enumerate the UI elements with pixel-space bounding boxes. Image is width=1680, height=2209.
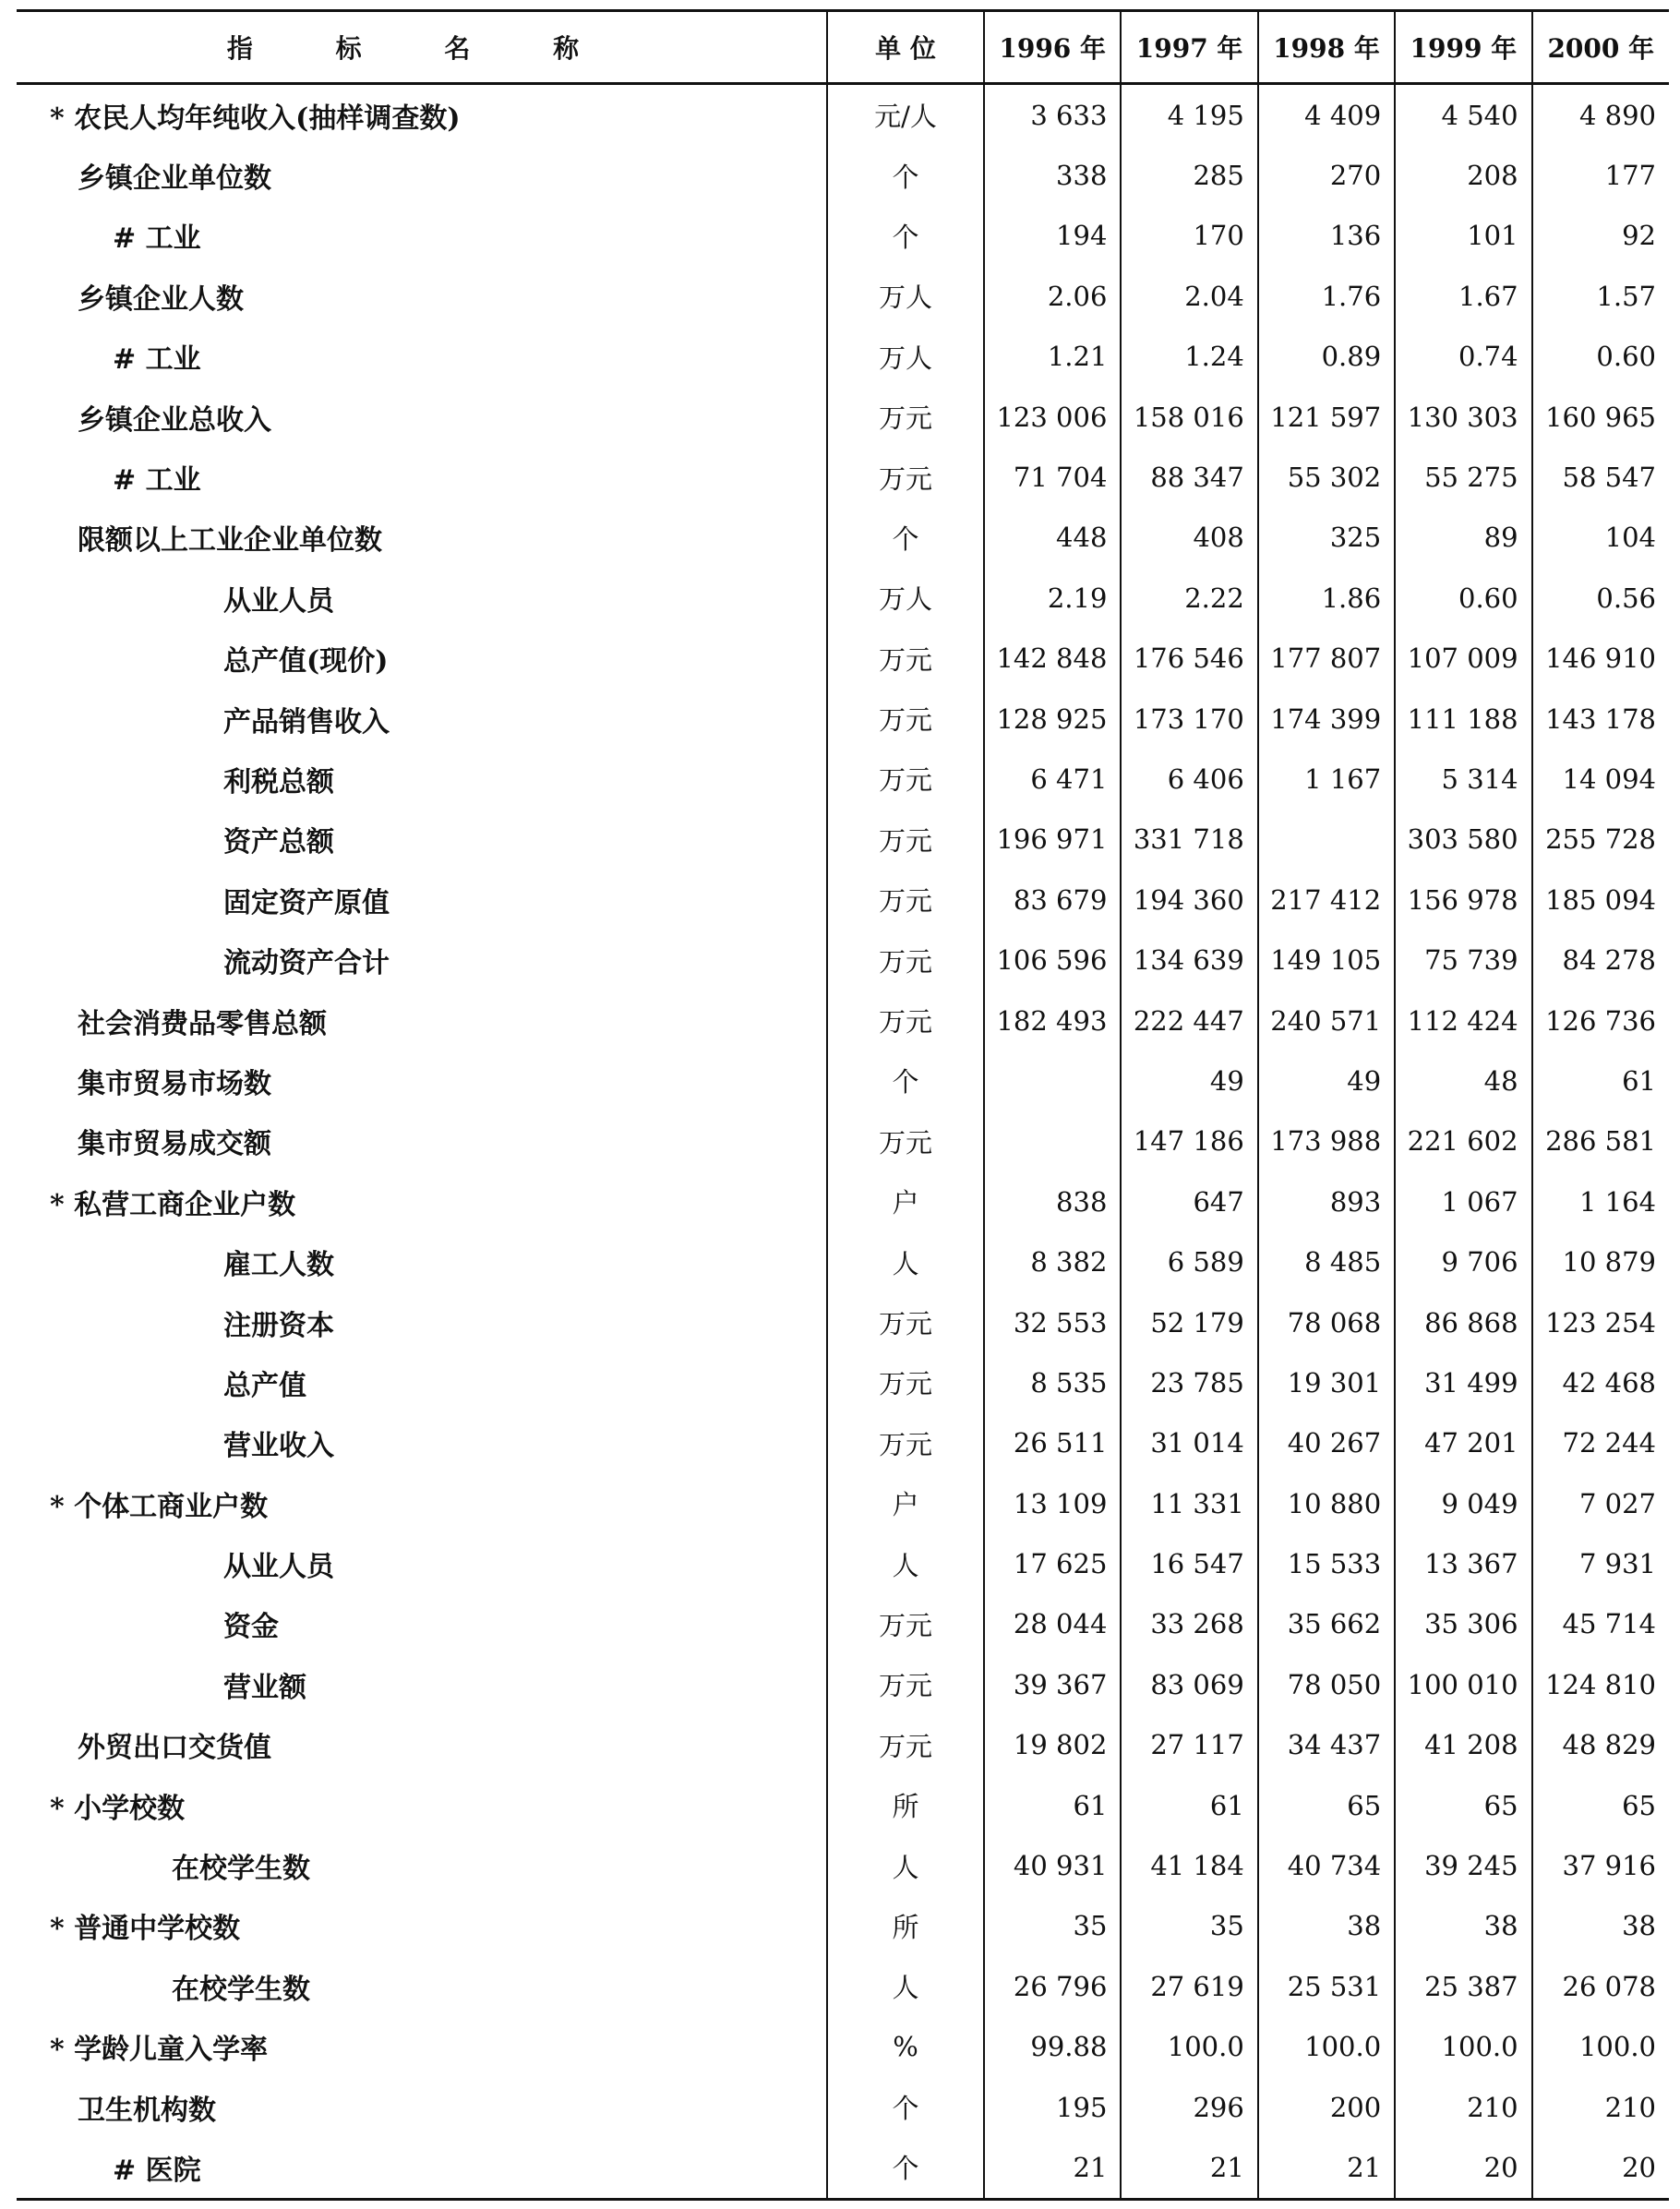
table-row: [17, 568, 1669, 628]
value-cell: 173 170: [1121, 689, 1257, 749]
value-cell: 2.04: [1121, 266, 1257, 326]
value-cell: 128 925: [984, 689, 1121, 749]
value-cell: 49: [1258, 1050, 1395, 1111]
indicator-name: 集市贸易市场数: [78, 1067, 271, 1100]
table-row: [17, 387, 1669, 447]
value-cell: 240 571: [1258, 990, 1395, 1050]
header-indicator-name: 指 标 名 称: [17, 11, 827, 84]
table-row: [17, 1594, 1669, 1654]
value-cell: 142 848: [984, 629, 1121, 689]
indicator-unit: 人: [827, 1231, 984, 1291]
value-cell: 200: [1258, 2077, 1395, 2137]
value-cell: 84 278: [1532, 930, 1669, 990]
indicator-name: # 工业: [113, 464, 201, 498]
indicator-name: # 工业: [113, 222, 201, 256]
indicator-unit: 万元: [827, 749, 984, 809]
value-cell: 8 485: [1258, 1231, 1395, 1291]
value-cell: 1 164: [1532, 1171, 1669, 1231]
value-cell: 174 399: [1258, 689, 1395, 749]
value-cell: 34 437: [1258, 1715, 1395, 1775]
value-cell: 2.06: [984, 266, 1121, 326]
value-cell: 106 596: [984, 930, 1121, 990]
value-cell: 270: [1258, 145, 1395, 205]
value-cell: 9 706: [1395, 1231, 1531, 1291]
value-cell: 0.74: [1395, 327, 1531, 387]
value-cell: 1.86: [1258, 568, 1395, 628]
value-cell: 45 714: [1532, 1594, 1669, 1654]
value-cell: 136: [1258, 206, 1395, 266]
value-cell: 100.0: [1395, 2017, 1531, 2077]
value-cell: 121 597: [1258, 387, 1395, 447]
value-cell: 35: [1121, 1896, 1257, 1956]
value-cell: 130 303: [1395, 387, 1531, 447]
value-cell: 9 049: [1395, 1473, 1531, 1533]
value-cell: 21: [1258, 2137, 1395, 2199]
indicator-unit: 万人: [827, 266, 984, 326]
value-cell: 72 244: [1532, 1413, 1669, 1473]
value-cell: 27 117: [1121, 1715, 1257, 1775]
value-cell: 255 728: [1532, 810, 1669, 870]
value-cell: 112 424: [1395, 990, 1531, 1050]
value-cell: 83 069: [1121, 1654, 1257, 1714]
indicator-unit: 户: [827, 1171, 984, 1231]
value-cell: 13 109: [984, 1473, 1121, 1533]
indicator-unit: 万元: [827, 387, 984, 447]
value-cell: 194 360: [1121, 870, 1257, 930]
value-cell: 23 785: [1121, 1352, 1257, 1412]
table-row: [17, 1835, 1669, 1895]
value-cell: 210: [1532, 2077, 1669, 2137]
value-cell: 38: [1532, 1896, 1669, 1956]
indicator-unit: 所: [827, 1775, 984, 1835]
value-cell: 185 094: [1532, 870, 1669, 930]
indicator-name: 外贸出口交货值: [78, 1732, 271, 1765]
value-cell: 32 553: [984, 1292, 1121, 1352]
table-row: [17, 206, 1669, 266]
indicator-name: 总产值: [223, 1369, 306, 1402]
table-row: [17, 1413, 1669, 1473]
table-row: [17, 749, 1669, 809]
indicator-name: 固定资产原值: [223, 886, 390, 919]
table-row: [17, 266, 1669, 326]
value-cell: 83 679: [984, 870, 1121, 930]
value-cell: 4 409: [1258, 84, 1395, 146]
header-year-1997: 1997 年: [1121, 11, 1257, 84]
value-cell: 4 540: [1395, 84, 1531, 146]
value-cell: 123 254: [1532, 1292, 1669, 1352]
value-cell: 123 006: [984, 387, 1121, 447]
table-row: [17, 1171, 1669, 1231]
table-body: [17, 84, 1669, 2200]
indicator-name: 总产值(现价): [223, 645, 389, 678]
indicator-name: * 普通中学校数: [50, 1913, 241, 1946]
indicator-name: * 学龄儿童入学率: [50, 2034, 269, 2067]
value-cell: 39 245: [1395, 1835, 1531, 1895]
header-year-2000: 2000 年: [1532, 11, 1669, 84]
table-row: [17, 2077, 1669, 2137]
table-row: [17, 689, 1669, 749]
indicator-name: * 农民人均年纯收入(抽样调查数): [50, 102, 461, 135]
indicator-unit: 户: [827, 1473, 984, 1533]
value-cell: 210: [1395, 2077, 1531, 2137]
indicator-unit: 个: [827, 2137, 984, 2199]
indicator-name: 乡镇企业人数: [78, 282, 244, 316]
value-cell: 41 208: [1395, 1715, 1531, 1775]
indicator-name: 从业人员: [223, 584, 334, 618]
value-cell: 35 662: [1258, 1594, 1395, 1654]
value-cell: 303 580: [1395, 810, 1531, 870]
indicator-unit: 个: [827, 145, 984, 205]
table-row: [17, 1231, 1669, 1291]
value-cell: 61: [1121, 1775, 1257, 1835]
indicator-name: 限额以上工业企业单位数: [78, 524, 382, 558]
value-cell: 75 739: [1395, 930, 1531, 990]
value-cell: 78 050: [1258, 1654, 1395, 1714]
value-cell: 38: [1395, 1896, 1531, 1956]
value-cell: 26 078: [1532, 1956, 1669, 2016]
value-cell: 1.57: [1532, 266, 1669, 326]
value-cell: 35: [984, 1896, 1121, 1956]
value-cell: 20: [1532, 2137, 1669, 2199]
table-row: [17, 1050, 1669, 1111]
value-cell: 111 188: [1395, 689, 1531, 749]
value-cell: 21: [984, 2137, 1121, 2199]
table-row: [17, 1533, 1669, 1593]
value-cell: [1258, 810, 1395, 870]
value-cell: 19 301: [1258, 1352, 1395, 1412]
value-cell: 88 347: [1121, 447, 1257, 507]
table-row: [17, 327, 1669, 387]
value-cell: 33 268: [1121, 1594, 1257, 1654]
value-cell: 71 704: [984, 447, 1121, 507]
value-cell: 338: [984, 145, 1121, 205]
value-cell: 146 910: [1532, 629, 1669, 689]
value-cell: 194: [984, 206, 1121, 266]
value-cell: 101: [1395, 206, 1531, 266]
value-cell: 100.0: [1121, 2017, 1257, 2077]
indicator-unit: 万元: [827, 629, 984, 689]
indicator-unit: 万元: [827, 990, 984, 1050]
value-cell: 195: [984, 2077, 1121, 2137]
indicator-unit: 个: [827, 508, 984, 568]
value-cell: 325: [1258, 508, 1395, 568]
value-cell: [984, 1111, 1121, 1171]
statistics-table: [17, 9, 1669, 2201]
table-row: [17, 1473, 1669, 1533]
indicator-unit: 人: [827, 1956, 984, 2016]
value-cell: 26 511: [984, 1413, 1121, 1473]
value-cell: 28 044: [984, 1594, 1121, 1654]
indicator-unit: 万人: [827, 568, 984, 628]
indicator-name: 营业额: [223, 1671, 306, 1704]
value-cell: 286 581: [1532, 1111, 1669, 1171]
value-cell: [984, 1050, 1121, 1111]
value-cell: 893: [1258, 1171, 1395, 1231]
table-row: [17, 810, 1669, 870]
indicator-unit: 个: [827, 206, 984, 266]
value-cell: 89: [1395, 508, 1531, 568]
table-row: [17, 990, 1669, 1050]
value-cell: 107 009: [1395, 629, 1531, 689]
value-cell: 65: [1258, 1775, 1395, 1835]
indicator-unit: 万元: [827, 1715, 984, 1775]
value-cell: 42 468: [1532, 1352, 1669, 1412]
table-row: [17, 1896, 1669, 1956]
table-row: [17, 1715, 1669, 1775]
value-cell: 408: [1121, 508, 1257, 568]
value-cell: 4 890: [1532, 84, 1669, 146]
value-cell: 19 802: [984, 1715, 1121, 1775]
value-cell: 149 105: [1258, 930, 1395, 990]
value-cell: 838: [984, 1171, 1121, 1231]
value-cell: 448: [984, 508, 1121, 568]
value-cell: 48 829: [1532, 1715, 1669, 1775]
header-row: [17, 11, 1669, 84]
value-cell: 1.76: [1258, 266, 1395, 326]
value-cell: 177: [1532, 145, 1669, 205]
value-cell: 52 179: [1121, 1292, 1257, 1352]
table-row: [17, 930, 1669, 990]
value-cell: 55 302: [1258, 447, 1395, 507]
indicator-name: 产品销售收入: [223, 705, 390, 738]
value-cell: 222 447: [1121, 990, 1257, 1050]
indicator-unit: 个: [827, 1050, 984, 1111]
value-cell: 11 331: [1121, 1473, 1257, 1533]
value-cell: 37 916: [1532, 1835, 1669, 1895]
value-cell: 143 178: [1532, 689, 1669, 749]
value-cell: 285: [1121, 145, 1257, 205]
indicator-unit: 万元: [827, 1594, 984, 1654]
value-cell: 208: [1395, 145, 1531, 205]
value-cell: 647: [1121, 1171, 1257, 1231]
value-cell: 14 094: [1532, 749, 1669, 809]
value-cell: 173 988: [1258, 1111, 1395, 1171]
header-unit: 单 位: [827, 11, 984, 84]
table-row: [17, 447, 1669, 507]
value-cell: 40 267: [1258, 1413, 1395, 1473]
indicator-name: 社会消费品零售总额: [78, 1007, 327, 1040]
value-cell: 35 306: [1395, 1594, 1531, 1654]
value-cell: 15 533: [1258, 1533, 1395, 1593]
value-cell: 25 387: [1395, 1956, 1531, 2016]
value-cell: 182 493: [984, 990, 1121, 1050]
value-cell: 61: [984, 1775, 1121, 1835]
table-row: [17, 1956, 1669, 2016]
indicator-unit: 所: [827, 1896, 984, 1956]
value-cell: 38: [1258, 1896, 1395, 1956]
value-cell: 147 186: [1121, 1111, 1257, 1171]
value-cell: 58 547: [1532, 447, 1669, 507]
indicator-unit: 万元: [827, 447, 984, 507]
indicator-name: 雇工人数: [223, 1249, 334, 1282]
value-cell: 156 978: [1395, 870, 1531, 930]
table-row: [17, 508, 1669, 568]
value-cell: 48: [1395, 1050, 1531, 1111]
value-cell: 20: [1395, 2137, 1531, 2199]
value-cell: 100 010: [1395, 1654, 1531, 1714]
value-cell: 134 639: [1121, 930, 1257, 990]
value-cell: 13 367: [1395, 1533, 1531, 1593]
indicator-unit: 人: [827, 1533, 984, 1593]
table-row: [17, 1111, 1669, 1171]
value-cell: 25 531: [1258, 1956, 1395, 2016]
value-cell: 31 499: [1395, 1352, 1531, 1412]
value-cell: 26 796: [984, 1956, 1121, 2016]
value-cell: 49: [1121, 1050, 1257, 1111]
value-cell: 55 275: [1395, 447, 1531, 507]
indicator-unit: 万元: [827, 810, 984, 870]
indicator-unit: 万人: [827, 327, 984, 387]
value-cell: 217 412: [1258, 870, 1395, 930]
value-cell: 104: [1532, 508, 1669, 568]
value-cell: 124 810: [1532, 1654, 1669, 1714]
indicator-name: 资产总额: [223, 826, 334, 859]
indicator-name: 流动资产合计: [223, 947, 390, 980]
value-cell: 10 879: [1532, 1231, 1669, 1291]
indicator-unit: 万元: [827, 1654, 984, 1714]
value-cell: 1.21: [984, 327, 1121, 387]
header-year-1998: 1998 年: [1258, 11, 1395, 84]
statistics-sheet: [17, 9, 1669, 2201]
indicator-unit: 万元: [827, 1352, 984, 1412]
value-cell: 16 547: [1121, 1533, 1257, 1593]
indicator-unit: 万元: [827, 870, 984, 930]
indicator-name: 注册资本: [223, 1309, 334, 1342]
value-cell: 1.24: [1121, 327, 1257, 387]
value-cell: 41 184: [1121, 1835, 1257, 1895]
value-cell: 7 027: [1532, 1473, 1669, 1533]
value-cell: 65: [1532, 1775, 1669, 1835]
table-row: [17, 1775, 1669, 1835]
indicator-name: # 工业: [113, 343, 201, 377]
indicator-unit: 万元: [827, 930, 984, 990]
table-row: [17, 1292, 1669, 1352]
value-cell: 99.88: [984, 2017, 1121, 2077]
value-cell: 1 067: [1395, 1171, 1531, 1231]
value-cell: 39 367: [984, 1654, 1121, 1714]
value-cell: 296: [1121, 2077, 1257, 2137]
value-cell: 100.0: [1258, 2017, 1395, 2077]
value-cell: 221 602: [1395, 1111, 1531, 1171]
indicator-name: 集市贸易成交额: [78, 1128, 271, 1161]
value-cell: 78 068: [1258, 1292, 1395, 1352]
value-cell: 10 880: [1258, 1473, 1395, 1533]
value-cell: 1.67: [1395, 266, 1531, 326]
indicator-name: 营业收入: [223, 1430, 334, 1463]
value-cell: 65: [1395, 1775, 1531, 1835]
value-cell: 0.56: [1532, 568, 1669, 628]
indicator-unit: 万元: [827, 1292, 984, 1352]
value-cell: 0.60: [1395, 568, 1531, 628]
value-cell: 1 167: [1258, 749, 1395, 809]
value-cell: 5 314: [1395, 749, 1531, 809]
value-cell: 61: [1532, 1050, 1669, 1111]
table-row: [17, 1352, 1669, 1412]
table-row: [17, 2017, 1669, 2077]
value-cell: 170: [1121, 206, 1257, 266]
value-cell: 8 382: [984, 1231, 1121, 1291]
indicator-unit: 人: [827, 1835, 984, 1895]
value-cell: 2.19: [984, 568, 1121, 628]
value-cell: 0.60: [1532, 327, 1669, 387]
value-cell: 3 633: [984, 84, 1121, 146]
value-cell: 158 016: [1121, 387, 1257, 447]
value-cell: 6 406: [1121, 749, 1257, 809]
value-cell: 0.89: [1258, 327, 1395, 387]
header-year-1999: 1999 年: [1395, 11, 1531, 84]
value-cell: 40 931: [984, 1835, 1121, 1895]
table-row: [17, 1654, 1669, 1714]
indicator-name: 在校学生数: [172, 1853, 310, 1886]
value-cell: 4 195: [1121, 84, 1257, 146]
value-cell: 17 625: [984, 1533, 1121, 1593]
indicator-unit: 万元: [827, 689, 984, 749]
indicator-unit: 万元: [827, 1111, 984, 1171]
indicator-name: 乡镇企业单位数: [78, 162, 271, 196]
value-cell: 27 619: [1121, 1956, 1257, 2016]
value-cell: 47 201: [1395, 1413, 1531, 1473]
indicator-unit: %: [827, 2017, 984, 2077]
indicator-name: 从业人员: [223, 1551, 334, 1584]
table-row: [17, 870, 1669, 930]
value-cell: 160 965: [1532, 387, 1669, 447]
indicator-name: * 私营工商企业户数: [50, 1188, 296, 1221]
header-year-1996: 1996 年: [984, 11, 1121, 84]
value-cell: 92: [1532, 206, 1669, 266]
indicator-name: 资金: [223, 1611, 279, 1644]
table-row: [17, 84, 1669, 146]
value-cell: 6 471: [984, 749, 1121, 809]
value-cell: 126 736: [1532, 990, 1669, 1050]
table-row: [17, 629, 1669, 689]
indicator-name: 利税总额: [223, 765, 334, 798]
value-cell: 2.22: [1121, 568, 1257, 628]
value-cell: 196 971: [984, 810, 1121, 870]
table-row: [17, 145, 1669, 205]
indicator-unit: 元/人: [827, 84, 984, 146]
indicator-name: 卫生机构数: [78, 2094, 216, 2127]
value-cell: 21: [1121, 2137, 1257, 2199]
indicator-name: 乡镇企业总收入: [78, 403, 271, 437]
value-cell: 100.0: [1532, 2017, 1669, 2077]
value-cell: 8 535: [984, 1352, 1121, 1412]
table-row: [17, 2137, 1669, 2199]
indicator-unit: 个: [827, 2077, 984, 2137]
indicator-name: # 医院: [17, 2137, 827, 2199]
value-cell: 331 718: [1121, 810, 1257, 870]
value-cell: 7 931: [1532, 1533, 1669, 1593]
indicator-unit: 万元: [827, 1413, 984, 1473]
value-cell: 176 546: [1121, 629, 1257, 689]
value-cell: 177 807: [1258, 629, 1395, 689]
indicator-name: * 个体工商业户数: [50, 1490, 269, 1523]
value-cell: 6 589: [1121, 1231, 1257, 1291]
value-cell: 40 734: [1258, 1835, 1395, 1895]
value-cell: 31 014: [1121, 1413, 1257, 1473]
indicator-name: 在校学生数: [172, 1973, 310, 2006]
value-cell: 86 868: [1395, 1292, 1531, 1352]
indicator-name: * 小学校数: [50, 1792, 186, 1825]
